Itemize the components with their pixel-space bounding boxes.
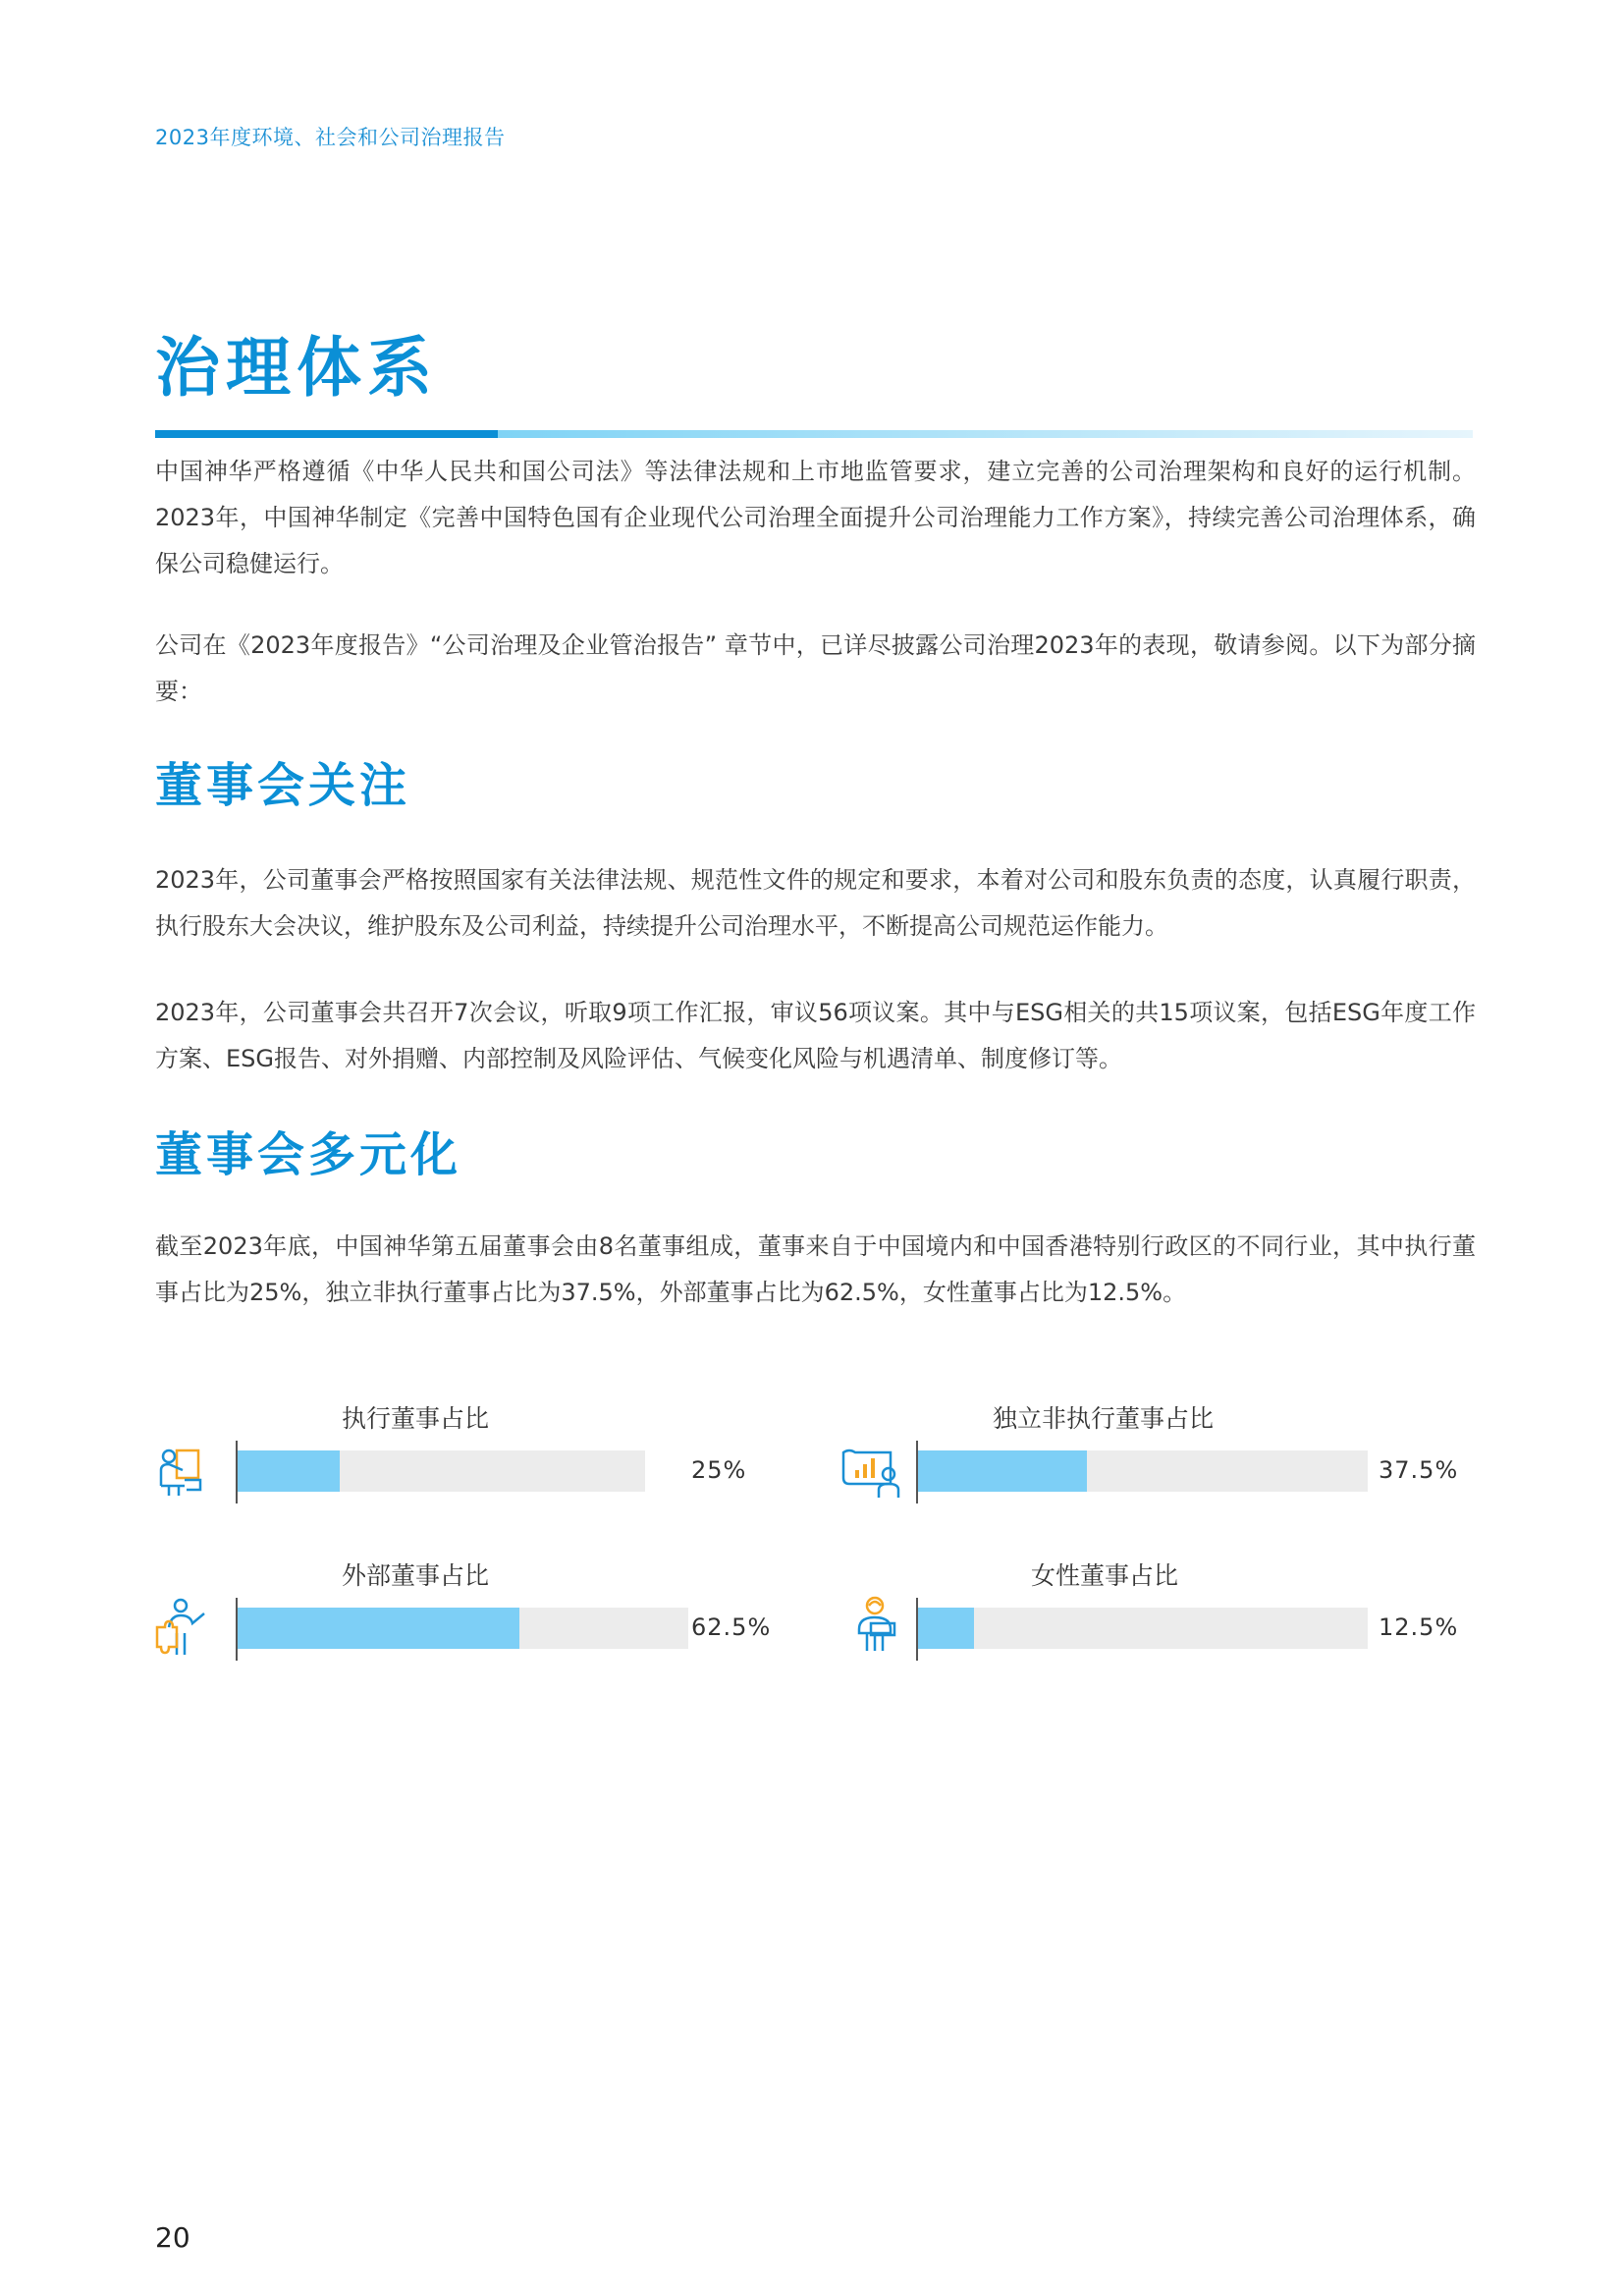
section-title-governance: 治理体系 — [155, 330, 438, 406]
metric-value: 37.5% — [1379, 1456, 1459, 1484]
bar-fill — [238, 1450, 340, 1492]
governance-paragraph-2: 公司在《2023年度报告》“公司治理及企业管治报告” 章节中，已详尽披露公司治理2023年的表现，敬请参阅。以下为部分摘要： — [155, 631, 1476, 705]
metric-label: 执行董事占比 — [342, 1404, 490, 1433]
bar-track — [918, 1450, 1368, 1492]
metric-label: 外部董事占比 — [342, 1561, 490, 1590]
section-title-board-diversity: 董事会多元化 — [155, 1127, 462, 1182]
board-focus-paragraph-2: 2023年，公司董事会共召开7次会议，听取9项工作汇报，审议56项议案。其中与ESG相关的共15项议案，包括ESG年度工作方案、ESG报告、对外捐赠、内部控制及风险评估、气候变化风险与机遇清单、制度修订等。 — [155, 999, 1476, 1072]
metric-value: 25% — [691, 1456, 747, 1484]
bar-fill — [918, 1450, 1087, 1492]
board-focus-paragraph-1: 2023年，公司董事会严格按照国家有关法律法规、规范性文件的规定和要求，本着对公司和股东负责的态度，认真履行职责，执行股东大会决议，维护股东及公司利益，持续提升公司治理水平，不断提高公司规范运作能力。 — [155, 866, 1476, 940]
metric-independent-directors — [839, 1399, 1468, 1507]
page-number: 20 — [155, 2221, 190, 2254]
governance-paragraph-1: 中国神华严格遵循《中华人民共和国公司法》等法律法规和上市地监管要求，建立完善的公司治理架构和良好的运行机制。2023年，中国神华制定《完善中国特色国有企业现代公司治理全面提升公司治理能力工作方案》，持续完善公司治理体系，确保公司稳健运行。 — [155, 458, 1476, 577]
puzzle-person-icon — [155, 1598, 210, 1657]
report-header-title: 2023年度环境、社会和公司治理报告 — [155, 126, 506, 149]
board-diversity-paragraph: 截至2023年底，中国神华第五届董事会由8名董事组成，董事来自于中国境内和中国香港特别行政区的不同行业，其中执行董事占比为25%，独立非执行董事占比为37.5%，外部董事占比为62.5%，女性董事占比为12.5%。 — [155, 1232, 1476, 1306]
section-title-board-focus: 董事会关注 — [155, 758, 411, 813]
bar-track — [238, 1450, 645, 1492]
metric-external-directors — [155, 1557, 784, 1665]
bar-fill — [238, 1608, 519, 1649]
metric-executive-directors — [155, 1399, 784, 1507]
metric-value: 12.5% — [1379, 1613, 1459, 1641]
metric-value: 62.5% — [691, 1613, 772, 1641]
presenter-icon — [157, 1441, 212, 1500]
metric-label: 独立非执行董事占比 — [993, 1404, 1215, 1433]
analyst-chart-icon — [839, 1445, 904, 1500]
woman-icon — [853, 1596, 908, 1655]
metric-female-directors — [839, 1557, 1468, 1665]
bar-fill — [918, 1608, 974, 1649]
metric-label: 女性董事占比 — [1031, 1561, 1179, 1590]
bar-track — [918, 1608, 1368, 1649]
bar-track — [238, 1608, 688, 1649]
title-underline — [155, 430, 1473, 438]
